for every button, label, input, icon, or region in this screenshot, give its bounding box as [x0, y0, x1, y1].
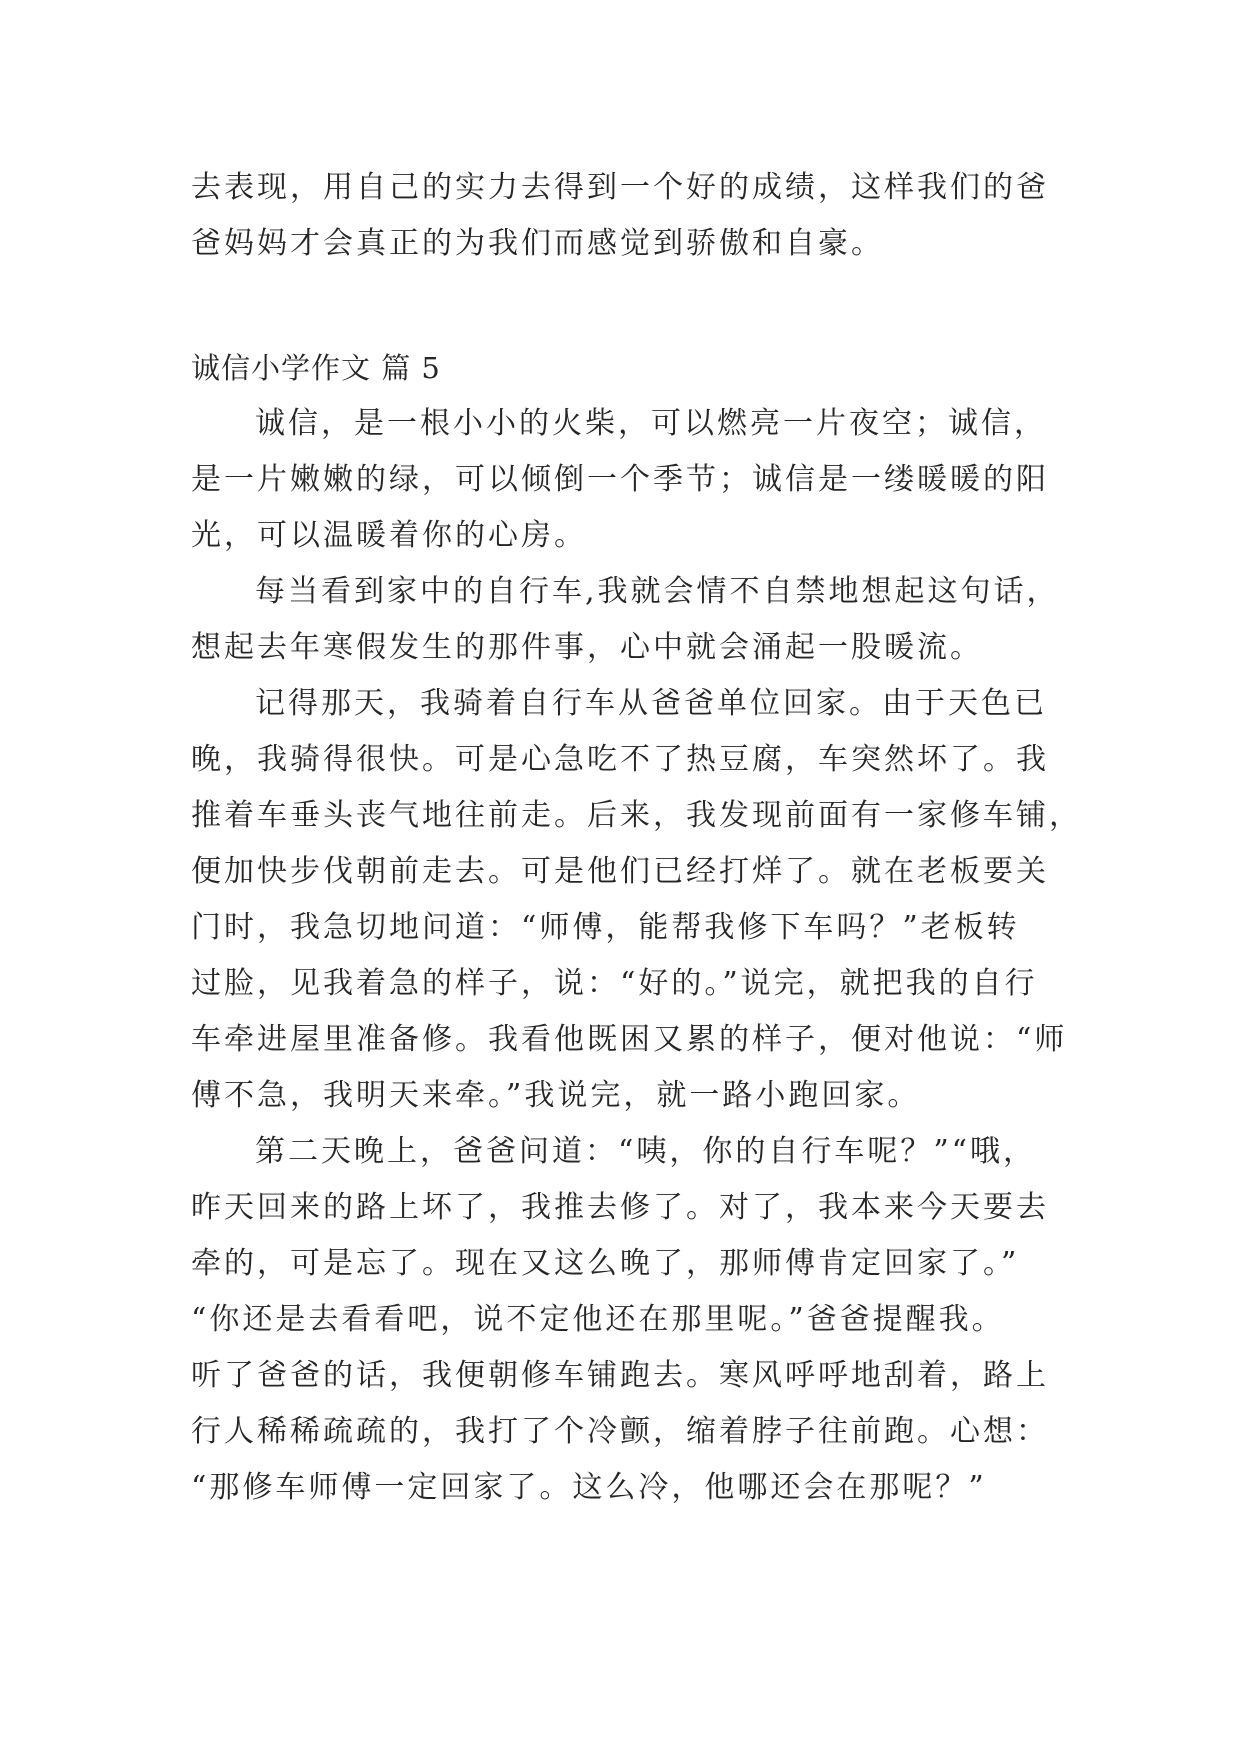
text-line: 过脸，见我着急的样子，说：“好的。”说完，就把我的自行 — [191, 966, 1038, 1001]
text-line: 推着车垂头丧气地往前走。后来，我发现前面有一家修车铺， — [191, 798, 1082, 833]
text-line: 诚信，是一根小小的火柴，可以燃亮一片夜空；诚信， — [255, 406, 1047, 441]
text-line: 是一片嫩嫩的绿，可以倾倒一个季节；诚信是一缕暖暖的阳 — [191, 462, 1049, 497]
text-line: 傅不急，我明天来牵。”我说完，就一路小跑回家。 — [191, 1078, 921, 1113]
text-line: 光，可以温暖着你的心房。 — [191, 518, 587, 553]
text-line: 车牵进屋里准备修。我看他既困又累的样子，便对他说：“师 — [191, 1022, 1068, 1057]
text-line: 晚，我骑得很快。可是心急吃不了热豆腐，车突然坏了。我 — [191, 742, 1049, 777]
text-line: “那修车师傅一定回家了。这么冷，他哪还会在那呢？” — [191, 1470, 987, 1505]
section-heading: 诚信小学作文 篇 5 — [191, 351, 441, 385]
text-line: 牵的，可是忘了。现在又这么晚了，那师傅肯定回家了。” — [191, 1246, 1020, 1281]
text-line: 行人稀稀疏疏的，我打了个冷颤，缩着脖子往前跑。心想： — [191, 1414, 1049, 1449]
text-line: 想起去年寒假发生的那件事，心中就会涌起一股暖流。 — [191, 630, 983, 665]
text-line: 每当看到家中的自行车,我就会情不自禁地想起这句话， — [255, 574, 1060, 609]
text-line: 第二天晚上，爸爸问道：“咦，你的自行车呢？”“哦， — [255, 1134, 1037, 1169]
text-line: 门时，我急切地问道：“师傅，能帮我修下车吗？”老板转 — [191, 910, 1020, 945]
essay-body — [191, 396, 1082, 1516]
text-line: 记得那天，我骑着自行车从爸爸单位回家。由于天色已 — [255, 686, 1047, 721]
text-line: 便加快步伐朝前走去。可是他们已经打烊了。就在老板要关 — [191, 854, 1049, 889]
text-line: 去表现，用自己的实力去得到一个好的成绩，这样我们的爸 — [191, 170, 1049, 205]
continuation-paragraph — [191, 160, 1051, 272]
text-line: 听了爸爸的话，我便朝修车铺跑去。寒风呼呼地刮着，路上 — [191, 1358, 1049, 1393]
text-line: “你还是去看看吧，说不定他还在那里呢。”爸爸提醒我。 — [191, 1302, 1005, 1337]
text-line: 昨天回来的路上坏了，我推去修了。对了，我本来今天要去 — [191, 1190, 1049, 1225]
text-line: 爸妈妈才会真正的为我们而感觉到骄傲和自豪。 — [191, 226, 884, 261]
